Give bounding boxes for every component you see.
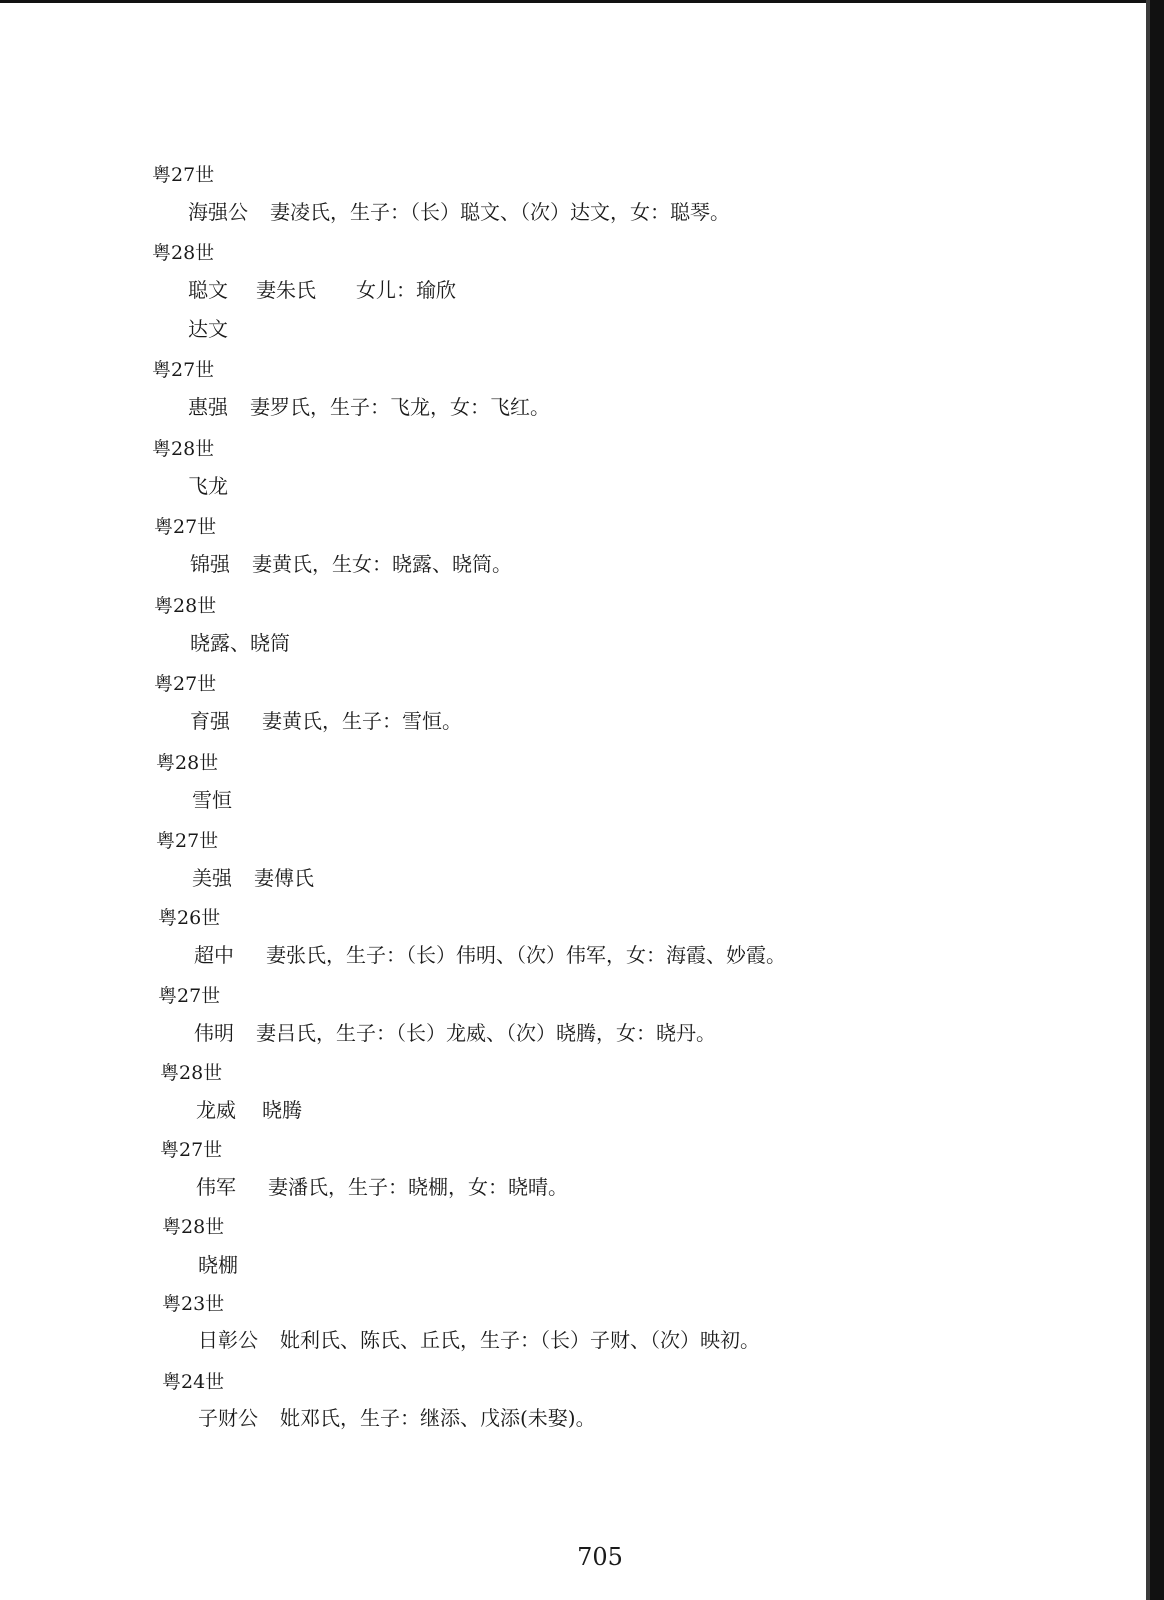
person-description: 妣利氏、陈氏、丘氏，生子：（长）子财、（次）映初。 <box>280 1328 760 1352</box>
person-entry <box>194 942 786 968</box>
generation-heading: 粤28世 <box>156 752 219 774</box>
generation-heading: 粤27世 <box>160 1139 223 1161</box>
generation-heading: 粤28世 <box>162 1216 225 1238</box>
person-entry <box>188 473 228 499</box>
person-entry <box>190 708 462 734</box>
person-name: 聪文 <box>188 278 228 302</box>
generation-heading: 粤27世 <box>154 516 217 538</box>
person-entry <box>192 865 314 891</box>
person-name: 超中 <box>194 943 234 967</box>
generation-heading: 粤27世 <box>152 164 215 186</box>
person-name: 伟明 <box>194 1021 234 1045</box>
generation-heading: 粤28世 <box>152 242 215 264</box>
person-name: 龙威 <box>196 1098 236 1122</box>
person-entry <box>190 630 290 656</box>
person-name: 伟军 <box>196 1175 236 1199</box>
person-entry <box>192 787 232 813</box>
person-description: 妣邓氏，生子：继添、戊添(未娶)。 <box>280 1406 596 1430</box>
generation-heading: 粤26世 <box>158 907 221 929</box>
generation-heading: 粤23世 <box>162 1293 225 1315</box>
person-entry <box>194 1020 716 1046</box>
person-name: 子财公 <box>198 1406 258 1430</box>
person-description: 妻潘氏，生子：晓棚，女：晓晴。 <box>268 1175 568 1199</box>
generation-heading: 粤24世 <box>162 1371 225 1393</box>
page-number: 705 <box>577 1543 623 1571</box>
person-name: 达文 <box>188 317 228 341</box>
person-description: 妻朱氏 女儿：瑜欣 <box>256 278 456 302</box>
generation-heading: 粤28世 <box>152 438 215 460</box>
person-description: 妻傅氏 <box>254 866 314 890</box>
person-entry <box>198 1405 596 1431</box>
person-name: 锦强 <box>190 552 230 576</box>
generation-heading: 粤28世 <box>154 595 217 617</box>
person-description: 妻凌氏，生子：（长）聪文、（次）达文，女：聪琴。 <box>270 200 730 224</box>
person-entry <box>198 1327 760 1353</box>
person-description: 妻黄氏，生子：雪恒。 <box>262 709 462 733</box>
generation-heading: 粤27世 <box>154 673 217 695</box>
person-entry <box>188 277 456 303</box>
person-name: 飞龙 <box>188 474 228 498</box>
person-name: 晓棚 <box>198 1253 238 1277</box>
person-entry <box>198 1252 238 1278</box>
person-name: 美强 <box>192 866 232 890</box>
person-name: 日彰公 <box>198 1328 258 1352</box>
person-description: 妻罗氏，生子：飞龙，女：飞红。 <box>250 395 550 419</box>
person-name: 海强公 <box>188 200 248 224</box>
person-name: 晓露、晓筒 <box>190 631 290 655</box>
person-name: 惠强 <box>188 395 228 419</box>
person-description: 妻黄氏，生女：晓露、晓筒。 <box>252 552 512 576</box>
person-entry <box>196 1174 568 1200</box>
person-description: 妻吕氏，生子：（长）龙威、（次）晓腾，女：晓丹。 <box>256 1021 716 1045</box>
person-name: 育强 <box>190 709 230 733</box>
person-entry <box>190 551 512 577</box>
person-description: 晓腾 <box>262 1098 302 1122</box>
generation-heading: 粤27世 <box>152 359 215 381</box>
person-entry <box>188 316 228 342</box>
person-name: 雪恒 <box>192 788 232 812</box>
generation-heading: 粤27世 <box>156 830 219 852</box>
person-entry <box>188 394 550 420</box>
generation-heading: 粤27世 <box>158 985 221 1007</box>
generation-heading: 粤28世 <box>160 1062 223 1084</box>
person-entry <box>188 199 730 225</box>
person-entry <box>196 1097 302 1123</box>
person-description: 妻张氏，生子：（长）伟明、（次）伟军，女：海霞、妙霞。 <box>266 943 786 967</box>
